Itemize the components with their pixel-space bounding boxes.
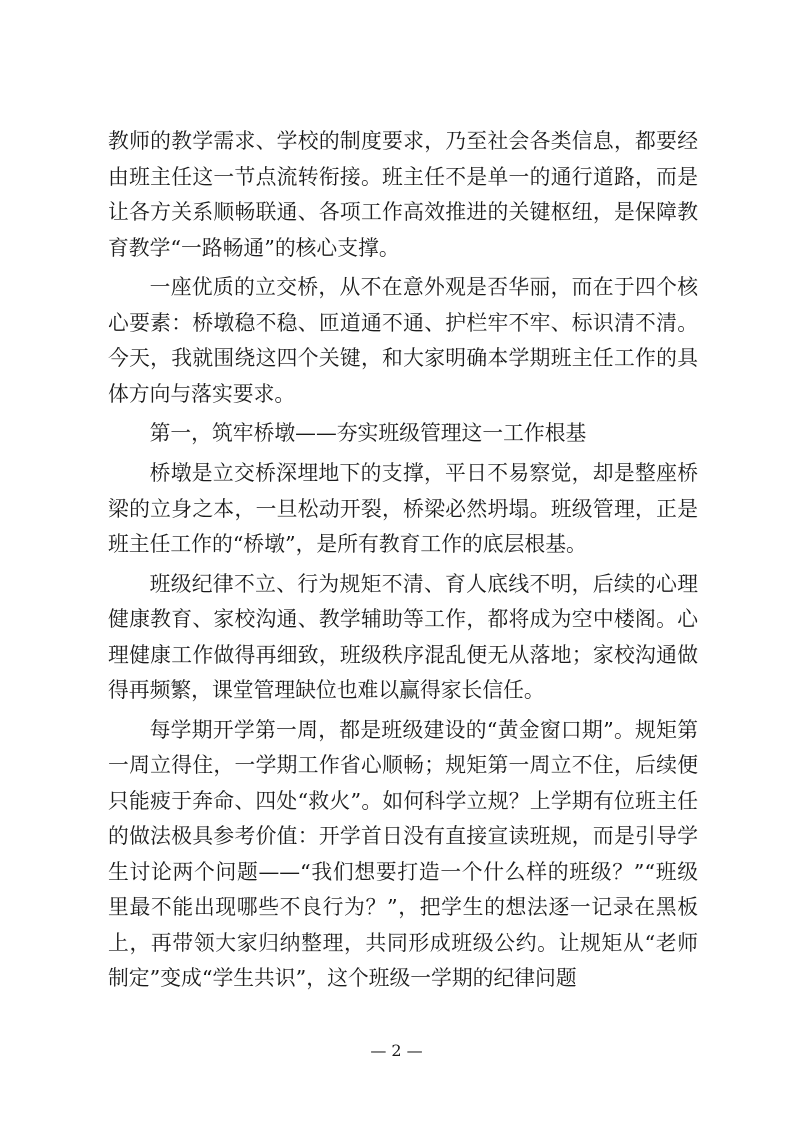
paragraph: 每学期开学第一周，都是班级建设的“黄金窗口期”。规矩第一周立得住，一学期工作省心顺畅；规矩第一周立不住，后续便只能疲于奔命、四处“救火”。如何科学立规？上学期有位班主任的做法极具参考价值：开学首日没有直接宣读班规，而是引导学生讨论两个问题——“我们想要打造一个什么样的班级？”“班级里最不能出现哪些不良行为？”，把学生的想法逐一记录在黑板上，再带领大家归纳整理，共同形成班级公约。让规矩从“老师制定”变成“学生共识”，这个班级一学期的纪律问题 [108, 717, 698, 991]
paragraph: 一座优质的立交桥，从不在意外观是否华丽，而在于四个核心要素：桥墩稳不稳、匝道通不通、护栏牢不牢、标识清不清。今天，我就围绕这四个关键，和大家明确本学期班主任工作的具体方向与落实要求。 [108, 275, 698, 406]
paragraph-continued: 教师的教学需求、学校的制度要求，乃至社会各类信息，都要经由班主任这一节点流转衔接。班主任不是单一的通行道路，而是让各方关系顺畅联通、各项工作高效推进的关键枢纽，是保障教育教学“一路畅通”的核心支撑。 [108, 129, 698, 260]
section-heading: 第一，筑牢桥墩——夯实班级管理这一工作根基 [149, 421, 587, 446]
document-body [108, 124, 698, 1001]
paragraph: 班级纪律不立、行为规矩不清、育人底线不明，后续的心理健康教育、家校沟通、教学辅助等工作，都将成为空中楼阁。心理健康工作做得再细致，班级秩序混乱便无从落地；家校沟通做得再频繁，课堂管理缺位也难以赢得家长信任。 [108, 571, 698, 703]
page-number: — 2 — [370, 1041, 423, 1060]
paragraph: 桥墩是立交桥深埋地下的支撑，平日不易察觉，却是整座桥梁的立身之本，一旦松动开裂，桥梁必然坍塌。班级管理，正是班主任工作的“桥墩”，是所有教育工作的底层根基。 [108, 461, 698, 557]
